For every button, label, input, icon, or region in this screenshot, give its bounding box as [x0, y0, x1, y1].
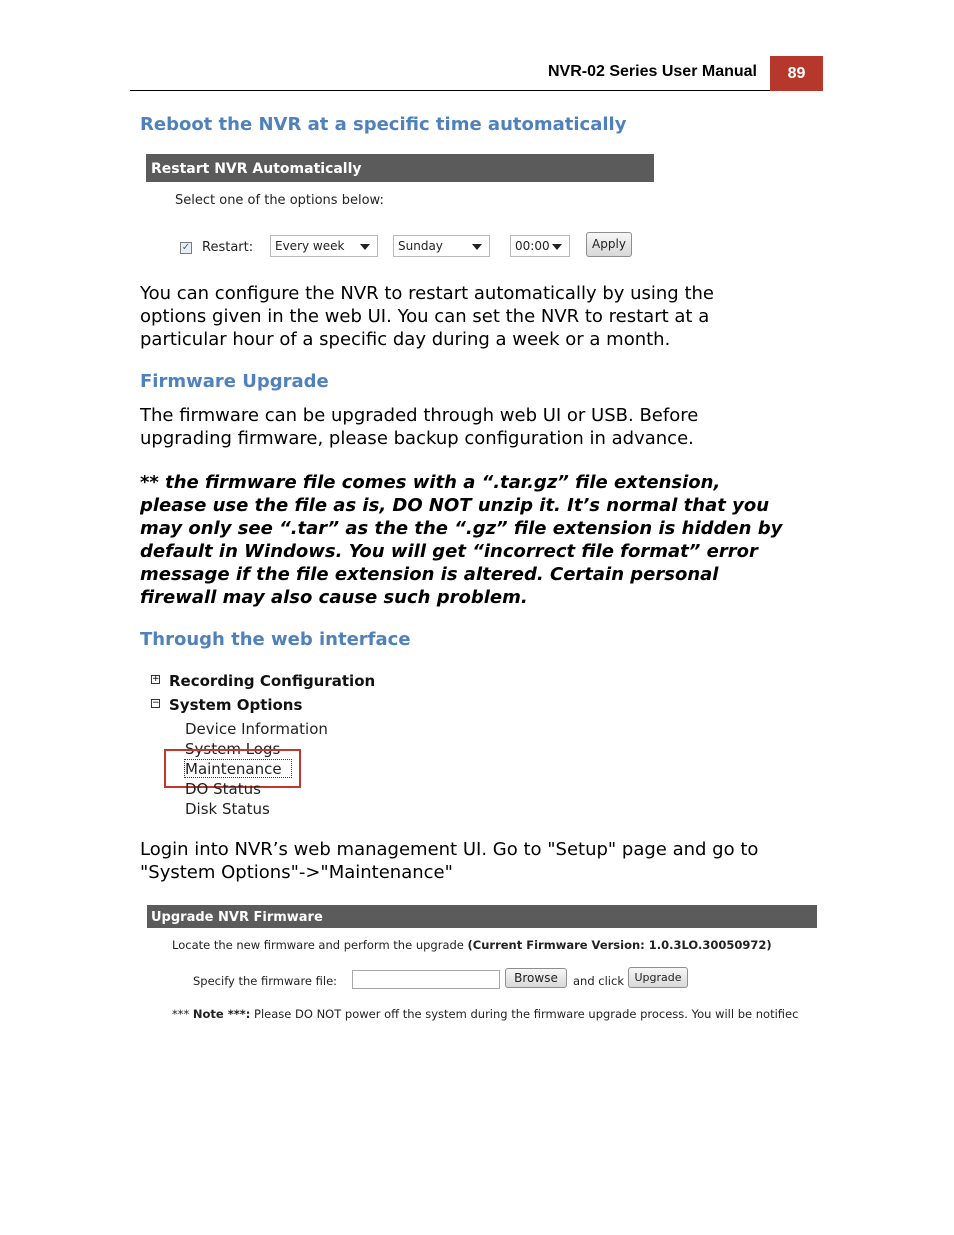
tree-disk-status[interactable]: Disk Status	[185, 800, 270, 814]
text-line: "System Options"->"Maintenance"	[140, 862, 453, 883]
firmware-warning-note	[140, 471, 820, 609]
upgrade-button[interactable]: Upgrade	[628, 967, 688, 988]
chevron-down-icon	[472, 244, 482, 250]
text-line: particular hour of a specific day during a week or a month.	[140, 329, 671, 350]
frequency-value: Every week	[275, 239, 345, 253]
text-line: ** the firmware file comes with a “.tar.gz” file extension,	[140, 472, 721, 493]
header-rule	[130, 90, 770, 91]
time-select[interactable]	[510, 235, 570, 257]
tree-maintenance[interactable]: Maintenance	[185, 760, 282, 778]
restart-label: Restart:	[202, 240, 254, 255]
apply-button[interactable]: Apply	[586, 232, 632, 257]
browse-button[interactable]: Browse	[505, 968, 567, 988]
text-line: You can configure the NVR to restart automatically by using the	[140, 283, 714, 304]
text-line: message if the file extension is altered. Certain personal	[140, 564, 719, 585]
heading-web-interface: Through the web interface	[140, 629, 411, 650]
frequency-select[interactable]	[270, 235, 378, 257]
text-line: The firmware can be upgraded through web UI or USB. Before	[140, 405, 699, 426]
locate-text: Locate the new firmware and perform the upgrade	[172, 938, 464, 952]
upgrade-note	[172, 1007, 817, 1021]
specify-file-label: Specify the firmware file:	[193, 974, 338, 988]
restart-paragraph	[140, 282, 820, 351]
expand-icon[interactable]: +	[152, 674, 160, 684]
setup-menu-tree	[150, 668, 410, 814]
text-line: please use the file as is, DO NOT unzip it. It’s normal that you	[140, 495, 770, 516]
chevron-down-icon	[552, 244, 562, 250]
restart-panel-title: Restart NVR Automatically	[146, 154, 654, 182]
tree-system-options[interactable]: System Options	[169, 696, 303, 714]
manual-title: NVR-02 Series User Manual	[548, 63, 757, 80]
text-line: default in Windows. You will get “incorrect file format” error	[140, 541, 758, 562]
tree-system-logs[interactable]: System Logs	[185, 740, 281, 758]
and-click-text: and click	[573, 974, 624, 988]
note-word: Note	[192, 1007, 224, 1021]
restart-instruction: Select one of the options below:	[175, 193, 384, 208]
text-line: upgrading firmware, please backup configuration in advance.	[140, 428, 694, 449]
text-line: Login into NVR’s web management UI. Go to "Setup" page and go to	[140, 839, 759, 860]
chevron-down-icon	[360, 244, 370, 250]
firmware-file-input[interactable]	[352, 970, 500, 989]
tree-do-status[interactable]: DO Status	[185, 780, 261, 798]
firmware-paragraph	[140, 404, 820, 450]
tree-device-information[interactable]: Device Information	[185, 720, 328, 738]
text-line: may only see “.tar” as the the “.gz” file extension is hidden by	[140, 518, 783, 539]
text-line: options given in the web UI. You can set the NVR to restart at a	[140, 306, 710, 327]
current-firmware-version: (Current Firmware Version: 1.0.3LO.30050972)	[467, 938, 772, 952]
note-text: Please DO NOT power off the system during the firmware upgrade process. You will be notifiec	[250, 1007, 799, 1021]
heading-reboot: Reboot the NVR at a specific time automatically	[140, 114, 627, 135]
upgrade-panel-title: Upgrade NVR Firmware	[147, 905, 817, 928]
day-value: Sunday	[398, 239, 443, 253]
collapse-icon[interactable]: −	[152, 698, 160, 708]
upgrade-locate-line	[172, 938, 772, 952]
heading-firmware-upgrade: Firmware Upgrade	[140, 371, 329, 392]
note-prefix: ***	[172, 1007, 193, 1021]
text-line: firewall may also cause such problem.	[140, 587, 528, 608]
restart-checkbox[interactable]: ✓	[181, 242, 191, 253]
login-paragraph	[140, 838, 820, 884]
time-value: 00:00	[515, 239, 550, 253]
tree-recording-configuration[interactable]: Recording Configuration	[169, 672, 376, 690]
note-suffix: ***:	[223, 1007, 251, 1021]
day-select[interactable]	[393, 235, 490, 257]
page-number: 89	[770, 56, 823, 91]
